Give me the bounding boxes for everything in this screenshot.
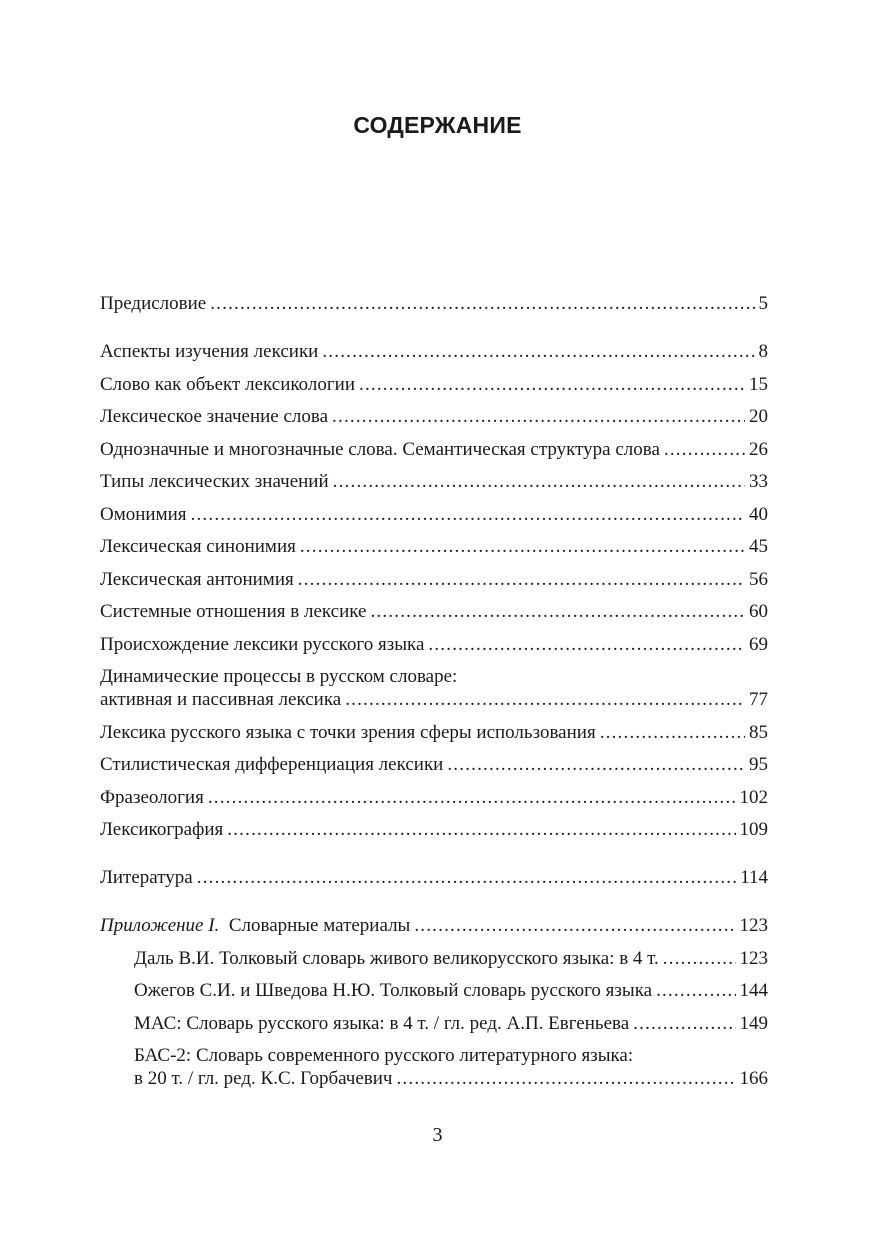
toc-entry-label: Лексическое значение слова xyxy=(100,406,329,427)
toc-leader-dots xyxy=(191,503,745,526)
toc-entry-label-line1: Динамические процессы в русском словаре: xyxy=(100,666,458,687)
toc-entry-label: Фразеология xyxy=(100,786,204,808)
toc-leader-dots xyxy=(322,340,754,363)
toc-leader-dots xyxy=(396,1067,735,1090)
toc-leader-dots xyxy=(333,470,745,493)
toc-entry-page: 60 xyxy=(749,601,768,622)
toc-entry-page: 77 xyxy=(749,689,768,710)
toc-subentry-multiline[interactable] xyxy=(134,1044,768,1090)
toc-entry-page: 95 xyxy=(749,754,768,775)
toc-leader-dots xyxy=(227,818,735,841)
toc-leader-dots xyxy=(656,979,735,1002)
toc-entry-label: Даль В.И. Толковый словарь живого великорусского языка: в 4 т. xyxy=(134,947,659,969)
toc-entry-appendix[interactable] xyxy=(100,914,768,937)
toc-entry-label: Лексическая антонимия xyxy=(100,568,294,590)
toc-subentry[interactable] xyxy=(134,979,768,1002)
toc-entry[interactable] xyxy=(100,721,768,744)
toc-leader-dots xyxy=(414,914,735,937)
toc-entry-label: Омонимия xyxy=(100,503,187,525)
toc-entry-preface[interactable] xyxy=(100,292,768,315)
toc-entry[interactable] xyxy=(100,373,768,396)
toc-leader-dots xyxy=(447,753,745,776)
toc-entry-label xyxy=(100,914,410,937)
toc-entry-label: Лексикография xyxy=(100,819,224,840)
toc-entry-label: Литература xyxy=(100,867,193,888)
toc-entry-label: активная и пассивная лексика xyxy=(100,689,342,710)
toc-entry[interactable] xyxy=(100,405,768,428)
toc-entry-page: 56 xyxy=(749,568,768,590)
toc-leader-dots xyxy=(332,405,745,428)
toc-entry[interactable] xyxy=(100,600,768,623)
toc-entry-label: Типы лексических значений xyxy=(100,471,329,492)
toc-entry-multiline[interactable] xyxy=(100,665,768,711)
toc-leader-dots xyxy=(208,786,736,809)
toc-entry-page: 123 xyxy=(739,915,768,936)
toc-entry[interactable] xyxy=(100,340,768,363)
page-title: СОДЕРЖАНИЕ xyxy=(353,112,522,138)
toc-leader-dots xyxy=(359,373,745,396)
toc-entry-label: Системные отношения в лексике xyxy=(100,601,367,622)
toc-entry-page: 149 xyxy=(739,1012,768,1034)
toc-leader-dots xyxy=(345,688,745,711)
toc-entry-page: 123 xyxy=(739,947,768,969)
toc-entry-page: 40 xyxy=(749,503,768,525)
page-number: 3 xyxy=(432,1124,443,1146)
toc-entry-label: Стилистическая дифференциация лексики xyxy=(100,754,444,775)
toc-entry-page: 114 xyxy=(740,867,768,888)
toc-entry-page: 109 xyxy=(739,819,768,840)
toc-entry-page: 33 xyxy=(749,471,768,492)
appendix-prefix: Приложение I. xyxy=(100,915,220,936)
toc-leader-dots xyxy=(633,1012,735,1035)
toc-entry-label: Происхождение лексики русского языка xyxy=(100,633,425,655)
toc-entry-page: 8 xyxy=(758,341,768,362)
toc-entry-label: Слово как объект лексикологии xyxy=(100,373,355,395)
toc-entry[interactable] xyxy=(100,786,768,809)
appendix-title: Словарные материалы xyxy=(228,915,411,936)
toc-entry[interactable] xyxy=(100,818,768,841)
toc-entry-label: в 20 т. / гл. ред. К.С. Горбачевич xyxy=(134,1068,393,1089)
toc-entry-page: 85 xyxy=(749,721,768,743)
toc-leader-dots xyxy=(663,947,736,970)
toc-entry-label: Лексика русского языка с точки зрения сферы использования xyxy=(100,721,596,743)
toc-entry-page: 5 xyxy=(758,293,768,314)
toc-leader-dots xyxy=(210,292,754,315)
toc-entry-page: 15 xyxy=(749,373,768,395)
toc-entry[interactable] xyxy=(100,753,768,776)
toc-subentry[interactable] xyxy=(134,1012,768,1035)
toc-entry-page: 166 xyxy=(739,1068,768,1089)
toc-leader-dots xyxy=(600,721,745,744)
toc-entry-label-line1: БАС-2: Словарь современного русского литературного языка: xyxy=(134,1045,634,1066)
toc-entry-page: 144 xyxy=(739,980,768,1001)
toc-entry-page: 20 xyxy=(749,406,768,427)
toc-leader-dots xyxy=(370,600,745,623)
toc-leader-dots xyxy=(197,866,736,889)
toc-leader-dots xyxy=(664,438,745,461)
toc-entry-page: 102 xyxy=(739,786,768,808)
toc-leader-dots xyxy=(300,535,745,558)
toc-entry[interactable] xyxy=(100,633,768,656)
toc-entry-label: Лексическая синонимия xyxy=(100,536,296,557)
toc-entry[interactable] xyxy=(100,470,768,493)
toc-entry[interactable] xyxy=(100,568,768,591)
toc-entry[interactable] xyxy=(100,535,768,558)
toc-entry-page: 69 xyxy=(749,633,768,655)
toc-entry[interactable] xyxy=(100,438,768,461)
toc-entry-label: Аспекты изучения лексики xyxy=(100,341,319,362)
toc-subentry[interactable] xyxy=(134,947,768,970)
toc-entry-label: МАС: Словарь русского языка: в 4 т. / гл. ред. А.П. Евгеньева xyxy=(134,1012,630,1034)
toc-entry-label: Ожегов С.И. и Шведова Н.Ю. Толковый словарь русского языка xyxy=(134,980,653,1001)
toc-entry-literature[interactable] xyxy=(100,866,768,889)
toc-entry-page: 45 xyxy=(749,536,768,557)
table-of-contents xyxy=(100,292,768,1100)
toc-entry[interactable] xyxy=(100,503,768,526)
toc-entry-page: 26 xyxy=(749,438,768,460)
toc-leader-dots xyxy=(298,568,745,591)
toc-entry-label: Однозначные и многозначные слова. Семантическая структура слова xyxy=(100,438,660,460)
toc-entry-label: Предисловие xyxy=(100,293,207,314)
toc-leader-dots xyxy=(428,633,745,656)
